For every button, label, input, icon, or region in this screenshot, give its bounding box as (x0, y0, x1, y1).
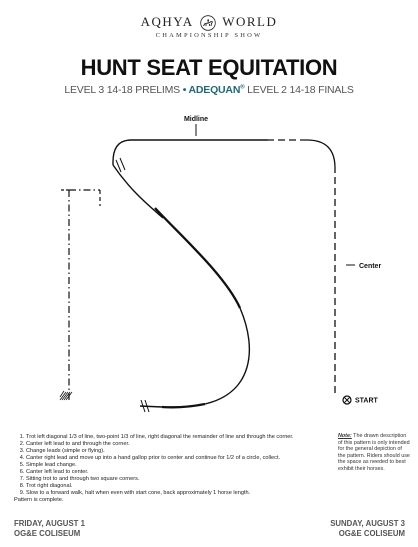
instruction-item: 8. Trot right diagonal. (26, 483, 319, 490)
instruction-list (14, 434, 319, 497)
instruction-item: 6. Canter left lead to center. (26, 469, 319, 476)
footer-right-venue: OG&E COLISEUM (338, 529, 405, 538)
footer-right-date: SUNDAY, AUGUST 3 (330, 519, 405, 528)
lead-change-marks (116, 158, 149, 412)
start-label: START (355, 397, 378, 405)
pattern-instructions (14, 434, 319, 504)
footer-left (14, 519, 85, 539)
subtitle-finals: LEVEL 2 14-18 FINALS (244, 84, 354, 96)
center-label: Center (359, 263, 382, 270)
footer-left-venue: OG&E COLISEUM (14, 529, 81, 538)
class-subtitle (0, 84, 418, 96)
pattern-note (338, 433, 410, 473)
instruction-item: 7. Sitting trot to and through two square corners. (26, 476, 319, 483)
midline-label: Midline (183, 116, 209, 123)
logo-wordmark (0, 14, 418, 31)
footer-left-date: FRIDAY, AUGUST 1 (14, 519, 85, 528)
horse-rider-icon (200, 15, 216, 31)
subtitle-separator: • (179, 84, 189, 96)
square-corner-path (61, 190, 100, 400)
pattern-diagram (0, 110, 418, 430)
logo-name-right: WORLD (222, 14, 278, 29)
instruction-item: 3. Change leads (simple or flying). (26, 448, 319, 455)
subtitle-accent: ADEQUAN (188, 84, 241, 96)
subtitle-registered-mark: ® (240, 84, 245, 91)
start-cone-icon (343, 396, 351, 404)
instruction-item: 4. Canter right lead and move up into a hand gallop prior to center and continue for 1/2 of a circle, collect. (26, 455, 319, 462)
footer-right (330, 519, 405, 539)
instruction-item: 1. Trot left diagonal 1/3 of line, two-point 1/3 of line, right diagonal the remainder of line and through the corner. (26, 434, 319, 441)
page-title: HUNT SEAT EQUITATION (80, 55, 338, 80)
show-logo (0, 14, 418, 39)
canter-path (113, 140, 249, 407)
logo-subline: CHAMPIONSHIP SHOW (155, 32, 263, 40)
pattern-complete-text: Pattern is complete. (14, 497, 64, 503)
instruction-item: 5. Simple lead change. (26, 462, 319, 469)
note-label: Note: (338, 433, 352, 439)
hatch-marker (60, 391, 72, 400)
trot-path (131, 140, 335, 393)
instruction-item: 2. Canter left lead to and through the corner. (26, 441, 319, 448)
subtitle-prelims: LEVEL 3 14-18 PRELIMS (64, 84, 180, 96)
instruction-item: 9. Slow to a forward walk, halt when even with start cone, back approximately 1 horse length. (26, 490, 319, 497)
note-text: The drawn description of this pattern is only intended for the general depiction of the pattern. Riders should use the space as needed to best exhibit their horses. (338, 433, 410, 472)
logo-name-left: AQHYA (140, 14, 193, 29)
